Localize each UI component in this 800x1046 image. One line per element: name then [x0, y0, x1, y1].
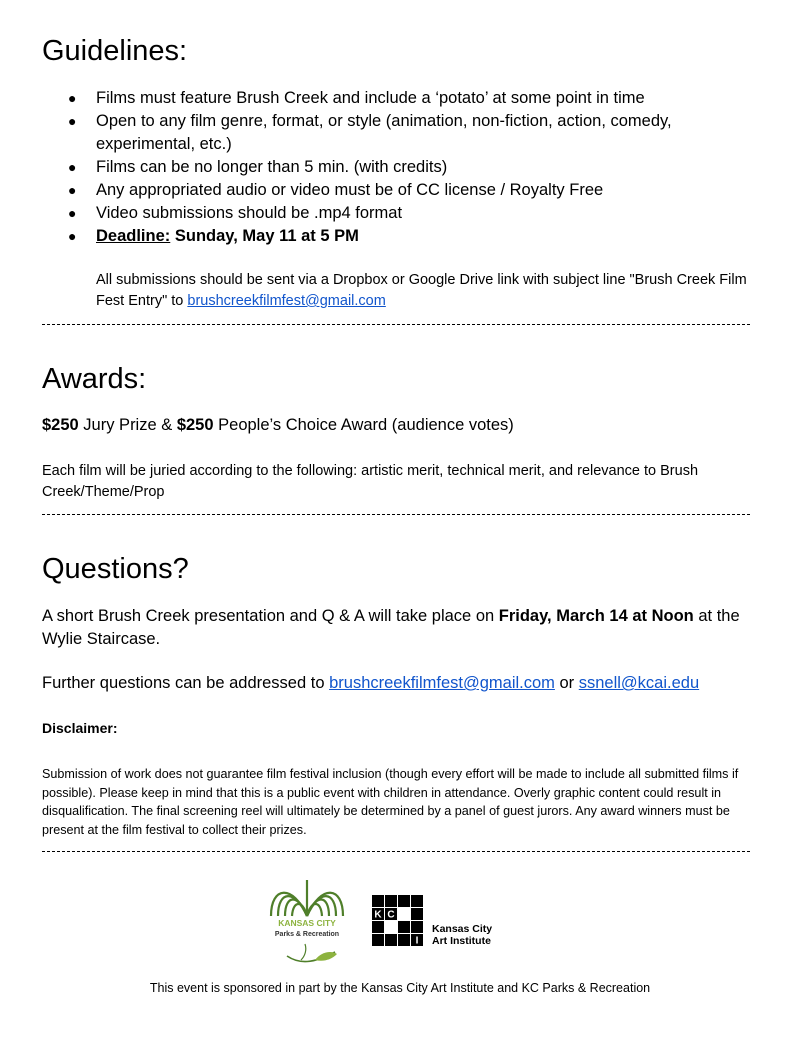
kcai-grid-icon: [372, 895, 424, 947]
disclaimer-text: Submission of work does not guarantee film festival inclusion (though every effort will be made to include all submitted films if possible). Please keep in mind that this is a public event with children in attendance. Overly graphic content could result in disqualification. The final screening reel will ultimately be determined by a panel of guest jurors. Any award winners must be present at the film festival to collect their prizes.: [42, 767, 739, 837]
bullet-icon: ●: [68, 228, 77, 244]
sponsor-note: This event is sponsored in part by the Kansas City Art Institute and KC Parks & Recreation: [149, 981, 651, 995]
list-item: ● Films can be no longer than 5 min. (with credits): [42, 156, 750, 179]
questions-heading: Questions?: [42, 553, 189, 585]
deadline-label: Deadline:: [96, 227, 171, 245]
deadline-item: [42, 225, 750, 248]
presentation-info: A short Brush Creek presentation and Q & A will take place on Friday, March 14 at Noon at the Wylie Staircase.: [42, 607, 740, 648]
kcai-letter-a: A: [387, 922, 395, 934]
sponsor-logos: [0, 876, 800, 971]
kcai-logo: [372, 895, 512, 949]
bullet-icon: ●: [68, 90, 77, 106]
deadline-value: Sunday, May 11 at 5 PM: [170, 227, 359, 245]
contact-email-link[interactable]: ssnell@kcai.edu: [578, 674, 700, 692]
festival-email-link[interactable]: brushcreekfilmfest@gmail.com: [329, 674, 555, 692]
submission-note: All submissions should be sent via a Dropbox or Google Drive link with subject line "Brush Creek Film Fest Entry" to brushcreekfilmfest@gmail.com: [96, 272, 747, 309]
section-divider: [42, 324, 750, 325]
presentation-date: Friday, March 14 at Noon: [498, 607, 694, 625]
judging-criteria: Each film will be juried according to the following: artistic merit, technical merit, and relevance to Brush Creek/Theme/Prop: [42, 463, 699, 500]
kcpr-line1: KANSAS CITY: [278, 918, 336, 928]
list-item: ● Any appropriated audio or video must be of CC license / Royalty Free: [42, 179, 750, 202]
disclaimer-title: Disclaimer:: [42, 720, 118, 736]
section-divider: [42, 851, 750, 852]
awards-heading: Awards:: [42, 363, 147, 395]
guidelines-heading: Guidelines:: [42, 35, 188, 67]
list-item: ● Films must feature Brush Creek and include a ‘potato’ at some point in time: [42, 87, 750, 110]
kc-parks-recreation-logo: [265, 876, 350, 971]
kcai-letter-i: I: [415, 935, 419, 947]
list-item: ● Open to any film genre, format, or style (animation, non-fiction, action, comedy, experimental, etc.): [68, 112, 672, 153]
guidelines-list: [42, 87, 750, 248]
kcpr-line2: Parks & Recreation: [274, 931, 340, 938]
bullet-icon: ●: [68, 113, 77, 129]
kcai-letter-k: K: [374, 909, 382, 921]
bullet-icon: ●: [68, 182, 77, 198]
list-item: ● Video submissions should be .mp4 format: [42, 202, 750, 225]
prize-line: $250 Jury Prize & $250 People’s Choice Award (audience votes): [42, 416, 514, 434]
people-amount: $250: [176, 416, 214, 434]
section-divider: [42, 514, 750, 515]
bullet-icon: ●: [68, 205, 77, 221]
kcai-letter-c: C: [387, 909, 395, 921]
bullet-icon: ●: [68, 159, 77, 175]
further-questions: Further questions can be addressed to brushcreekfilmfest@gmail.com or ssnell@kcai.edu: [42, 674, 700, 692]
kcai-wordmark: Kansas City Art Institute: [432, 923, 493, 947]
jury-amount: $250: [42, 416, 79, 434]
submission-email-link[interactable]: brushcreekfilmfest@gmail.com: [187, 293, 386, 309]
